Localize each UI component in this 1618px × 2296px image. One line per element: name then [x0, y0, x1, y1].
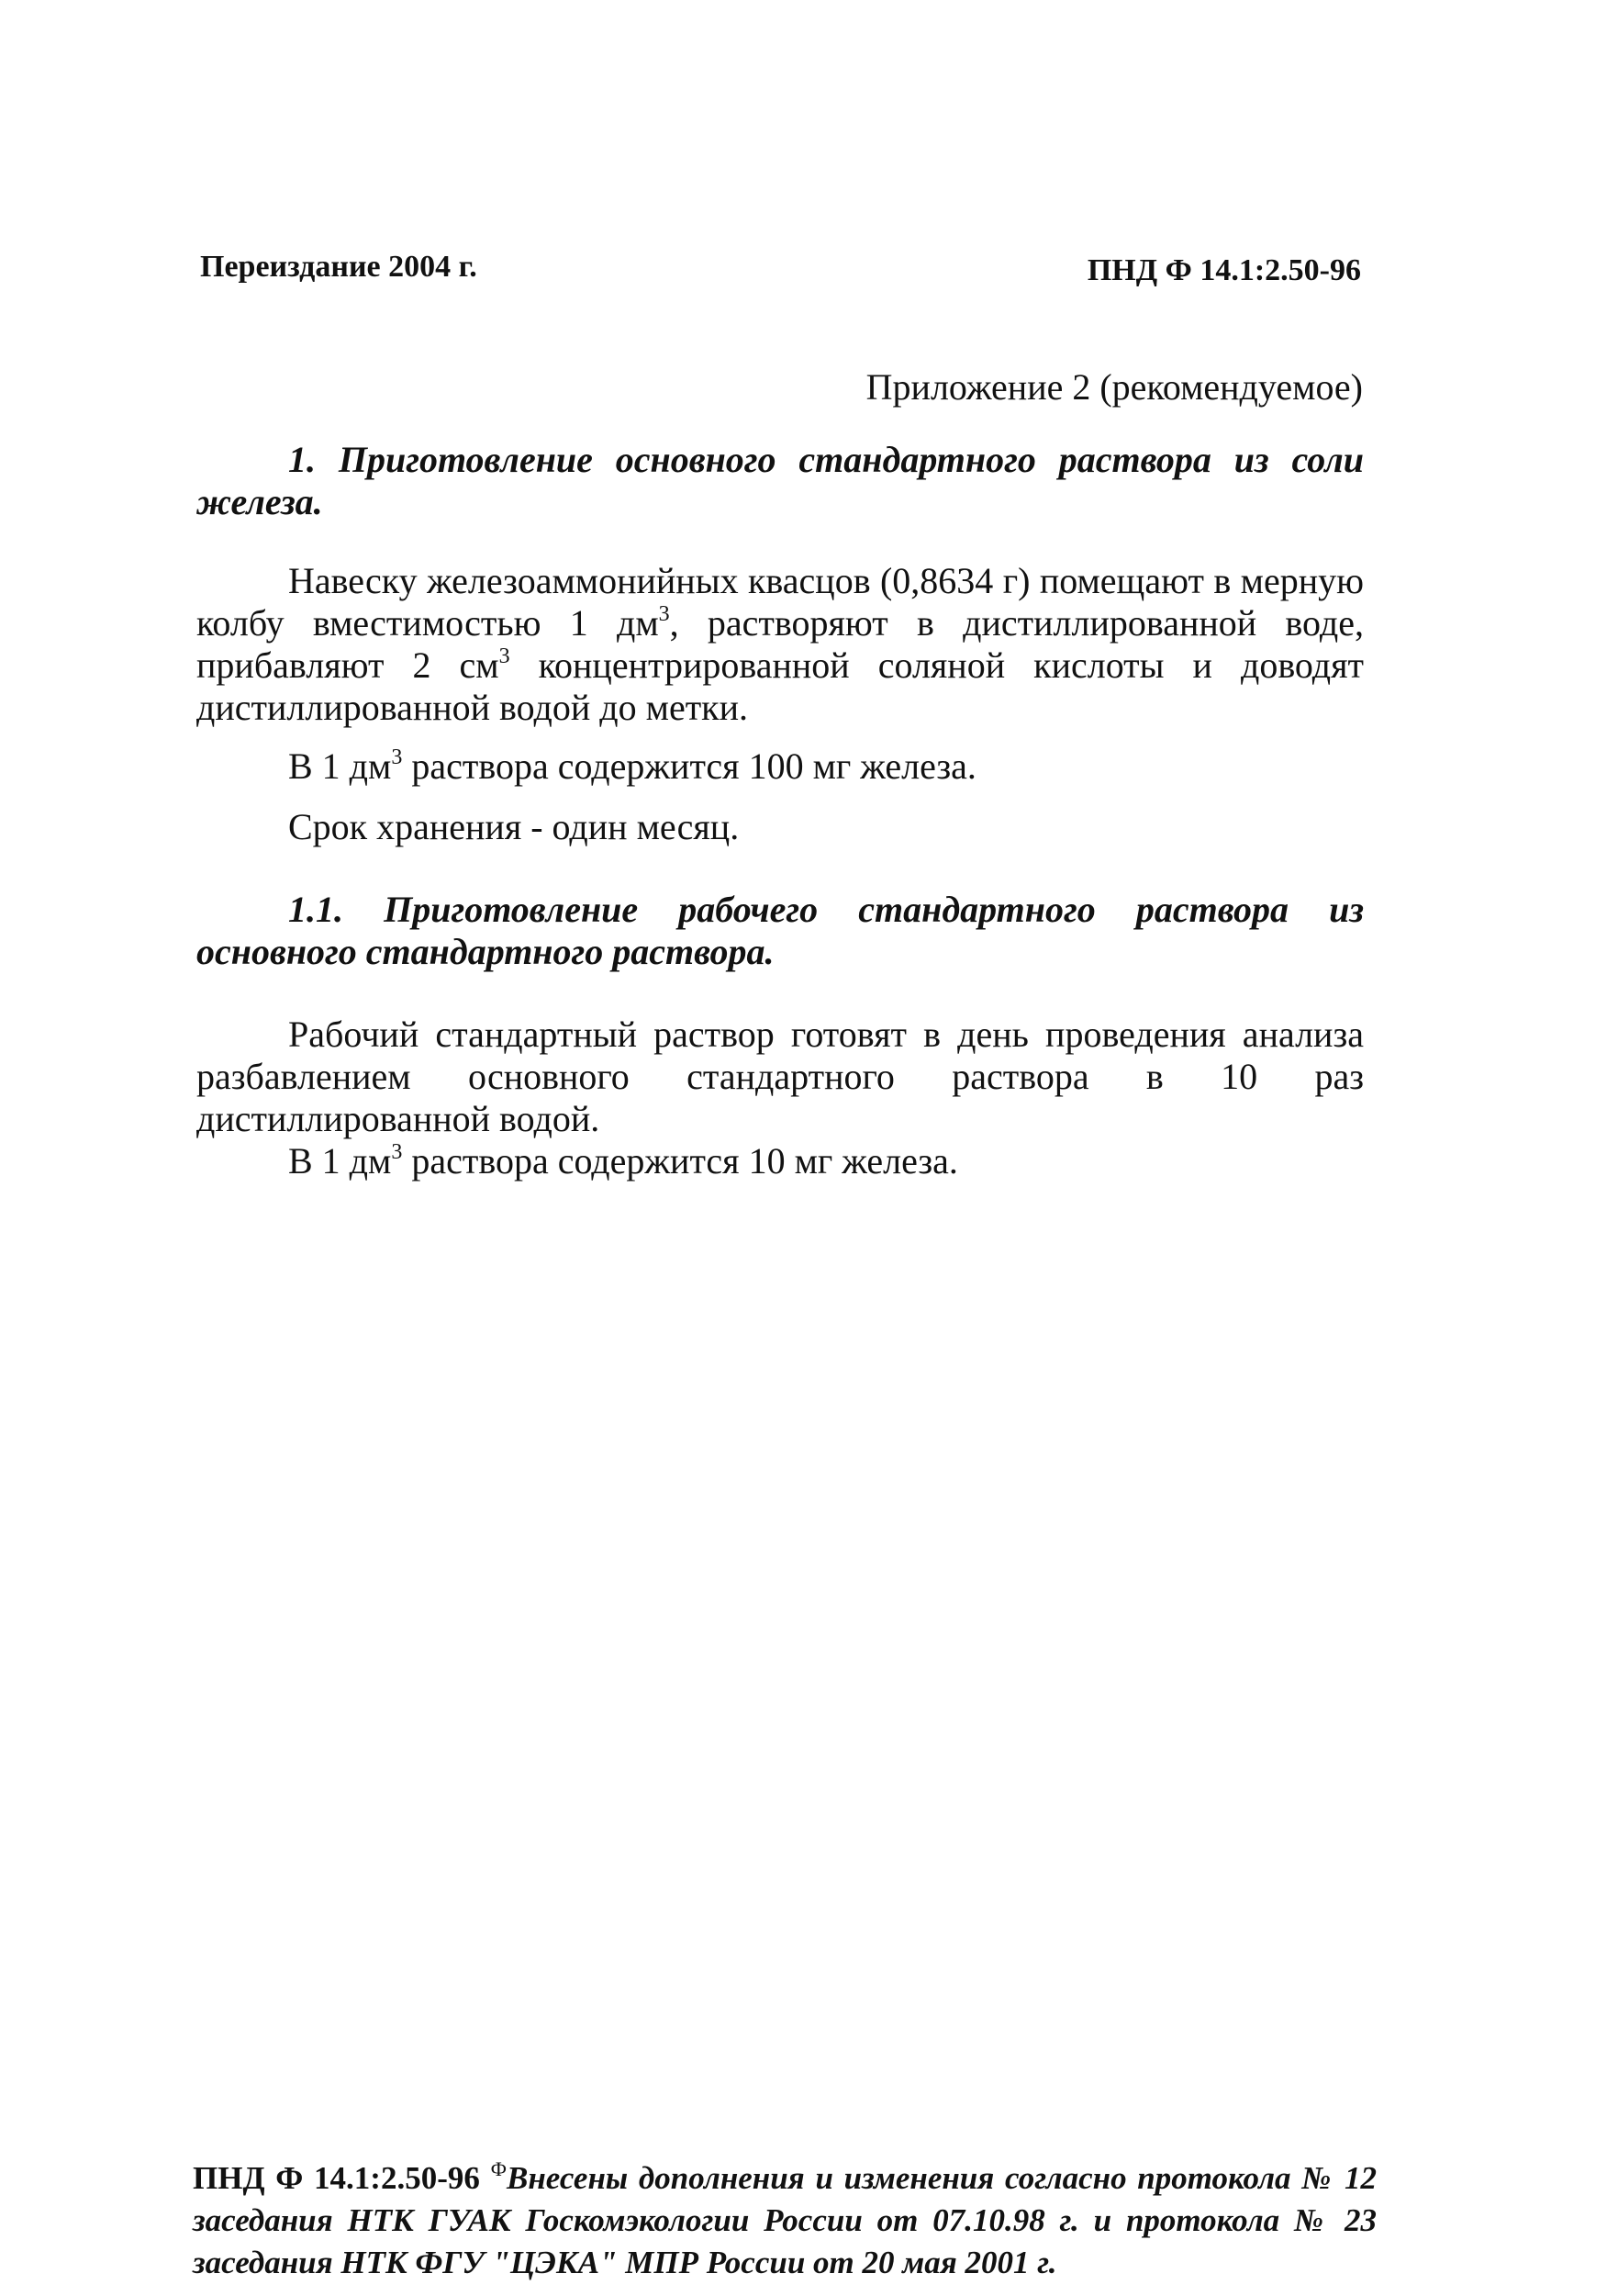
- section-1-1-concentration: В 1 $дм^3$ раствора содержится 10 мг железа.: [288, 1140, 958, 1182]
- appendix-title: Приложение 2 (рекомендуемое): [865, 366, 1363, 408]
- section-1-concentration: В 1 $дм^3$ раствора содержится 100 мг железа.: [288, 745, 976, 787]
- footnote: [193, 2157, 1377, 2284]
- section-1-1-paragraph: Рабочий стандартный раствор готовят в день проведения анализа разбавлением основного стандартного раствора в 10 раз дистиллированной водой.: [196, 1014, 1364, 1139]
- superscript: 3: [391, 745, 403, 769]
- superscript: 3: [498, 644, 510, 668]
- footnote-text: Внесены дополнения и изменения согласно протокола № 12 заседания НТК ГУАК Госкомэкологии России от 07.10.98 г. и протокола № 23 заседания НТК ФГУ "ЦЭКА" МПР России от 20 мая 2001 г.: [193, 2160, 1378, 2280]
- reprint-note: Переиздание 2004 г.: [200, 250, 477, 284]
- superscript: 3: [391, 1140, 403, 1164]
- section-1: [196, 439, 1364, 848]
- section-1-shelf-life: Срок хранения - один месяц.: [288, 806, 740, 847]
- document-code: ПНД Ф 14.1:2.50-96: [1087, 253, 1361, 287]
- footnote-code: ПНД Ф 14.1:2.50-96: [193, 2160, 480, 2196]
- section-1-1: [196, 889, 1364, 1182]
- section-1-paragraph: Навеску железоаммонийных квасцов (0,8634 г) помещают в мерную колбу вместимостью 1 $дм^3$, растворяют в дистиллированной воде, прибавляют 2 $см^3$ концентрированной соляной кислоты и доводят дистиллированной водой до метки.: [196, 560, 1365, 728]
- superscript: 3: [658, 602, 670, 626]
- section-1-heading: 1. Приготовление основного стандартного раствора из соли железа.: [196, 439, 1364, 522]
- footnote-mark: Ф: [490, 2157, 507, 2180]
- section-1-1-heading: 1.1. Приготовление рабочего стандартного раствора из основного стандартного раствора.: [196, 889, 1364, 972]
